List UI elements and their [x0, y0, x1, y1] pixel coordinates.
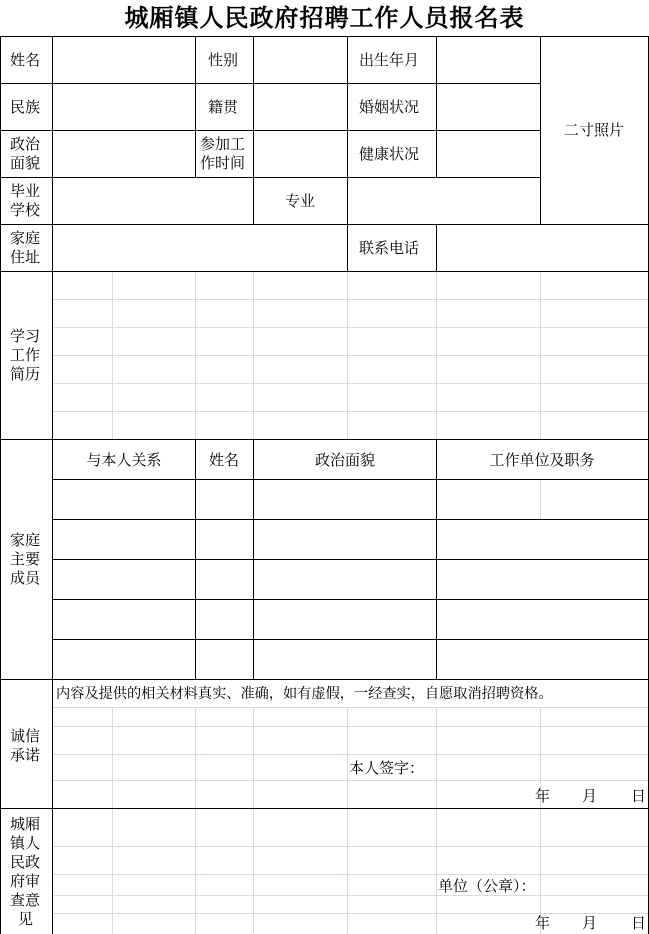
- political-status-field[interactable]: [53, 131, 195, 177]
- major-label: 专业: [284, 192, 316, 210]
- graduate-school-field[interactable]: [53, 178, 253, 224]
- integrity-statement: 内容及提供的相关材料真实、准确，如有虚假，一经查实，自愿取消招聘资格。: [56, 686, 553, 702]
- family-label-2: 主要: [10, 550, 41, 568]
- resume-label-2: 工作: [10, 346, 41, 364]
- review-day-label: 日: [631, 914, 647, 932]
- family-header-name: 姓名: [208, 451, 240, 469]
- graduate-school-label-2: 学校: [10, 201, 41, 219]
- integrity-day-label: 日: [631, 787, 647, 805]
- name-label: 姓名: [10, 51, 41, 69]
- family-header-employer: 工作单位及职务: [489, 451, 595, 469]
- phone-field[interactable]: [437, 225, 648, 271]
- family-label-1: 家庭: [10, 531, 41, 549]
- work-start-field[interactable]: [254, 131, 347, 177]
- resume-label-3: 简历: [10, 365, 41, 383]
- integrity-month-label: 月: [582, 787, 598, 805]
- marital-status-label: 婚姻状况: [359, 98, 420, 116]
- home-address-label-2: 住址: [10, 248, 41, 266]
- ethnicity-field[interactable]: [53, 84, 195, 130]
- review-year-label: 年: [535, 914, 551, 932]
- family-label-3: 成员: [10, 569, 41, 587]
- family-row-2[interactable]: [53, 520, 648, 559]
- home-address-field[interactable]: [53, 225, 347, 271]
- major-field[interactable]: [348, 178, 540, 224]
- home-address-label-1: 家庭: [10, 229, 41, 247]
- health-label: 健康状况: [359, 145, 420, 163]
- integrity-label-2: 承诺: [10, 746, 41, 764]
- family-row-1[interactable]: [53, 480, 648, 519]
- family-header-relation: 与本人关系: [86, 451, 162, 469]
- political-status-label-1: 政治: [10, 135, 41, 153]
- review-label-1: 城厢: [10, 815, 41, 833]
- ethnicity-label: 民族: [10, 98, 41, 116]
- native-place-field[interactable]: [254, 84, 347, 130]
- gender-label: 性别: [208, 51, 239, 69]
- graduate-school-label-1: 毕业: [10, 182, 41, 200]
- review-label-5: 查意: [10, 891, 41, 909]
- review-label-2: 镇人: [10, 834, 41, 852]
- photo-label: 二寸照片: [563, 121, 625, 139]
- marital-status-field[interactable]: [437, 84, 540, 130]
- family-row-5[interactable]: [53, 640, 648, 679]
- review-opinion-field[interactable]: [53, 809, 648, 874]
- integrity-label-1: 诚信: [10, 727, 41, 745]
- work-start-label-2: 作时间: [200, 154, 246, 172]
- signature-label: 本人签字：: [349, 759, 425, 777]
- family-header-political: 政治面貌: [314, 451, 376, 469]
- seal-label: 单位（公章）：: [438, 877, 536, 895]
- political-status-label-2: 面貌: [10, 154, 41, 172]
- birth-date-label: 出生年月: [359, 51, 420, 69]
- resume-field[interactable]: [53, 272, 648, 439]
- resume-label-1: 学习: [10, 327, 41, 345]
- review-label-3: 民政: [10, 853, 41, 871]
- family-row-3[interactable]: [53, 560, 648, 599]
- form-title: 城厢镇人民政府招聘工作人员报名表: [124, 3, 525, 32]
- integrity-year-label: 年: [535, 787, 551, 805]
- family-row-4[interactable]: [53, 600, 648, 639]
- phone-label: 联系电话: [359, 239, 420, 257]
- name-field[interactable]: [53, 37, 195, 83]
- native-place-label: 籍贯: [208, 98, 239, 116]
- gender-field[interactable]: [254, 37, 347, 83]
- birth-date-field[interactable]: [437, 37, 540, 83]
- review-label-4: 府审: [10, 872, 41, 890]
- signature-field[interactable]: [437, 755, 648, 780]
- review-label-6: 见: [18, 910, 34, 928]
- health-field[interactable]: [437, 131, 540, 177]
- review-month-label: 月: [582, 914, 598, 932]
- work-start-label-1: 参加工: [200, 135, 246, 153]
